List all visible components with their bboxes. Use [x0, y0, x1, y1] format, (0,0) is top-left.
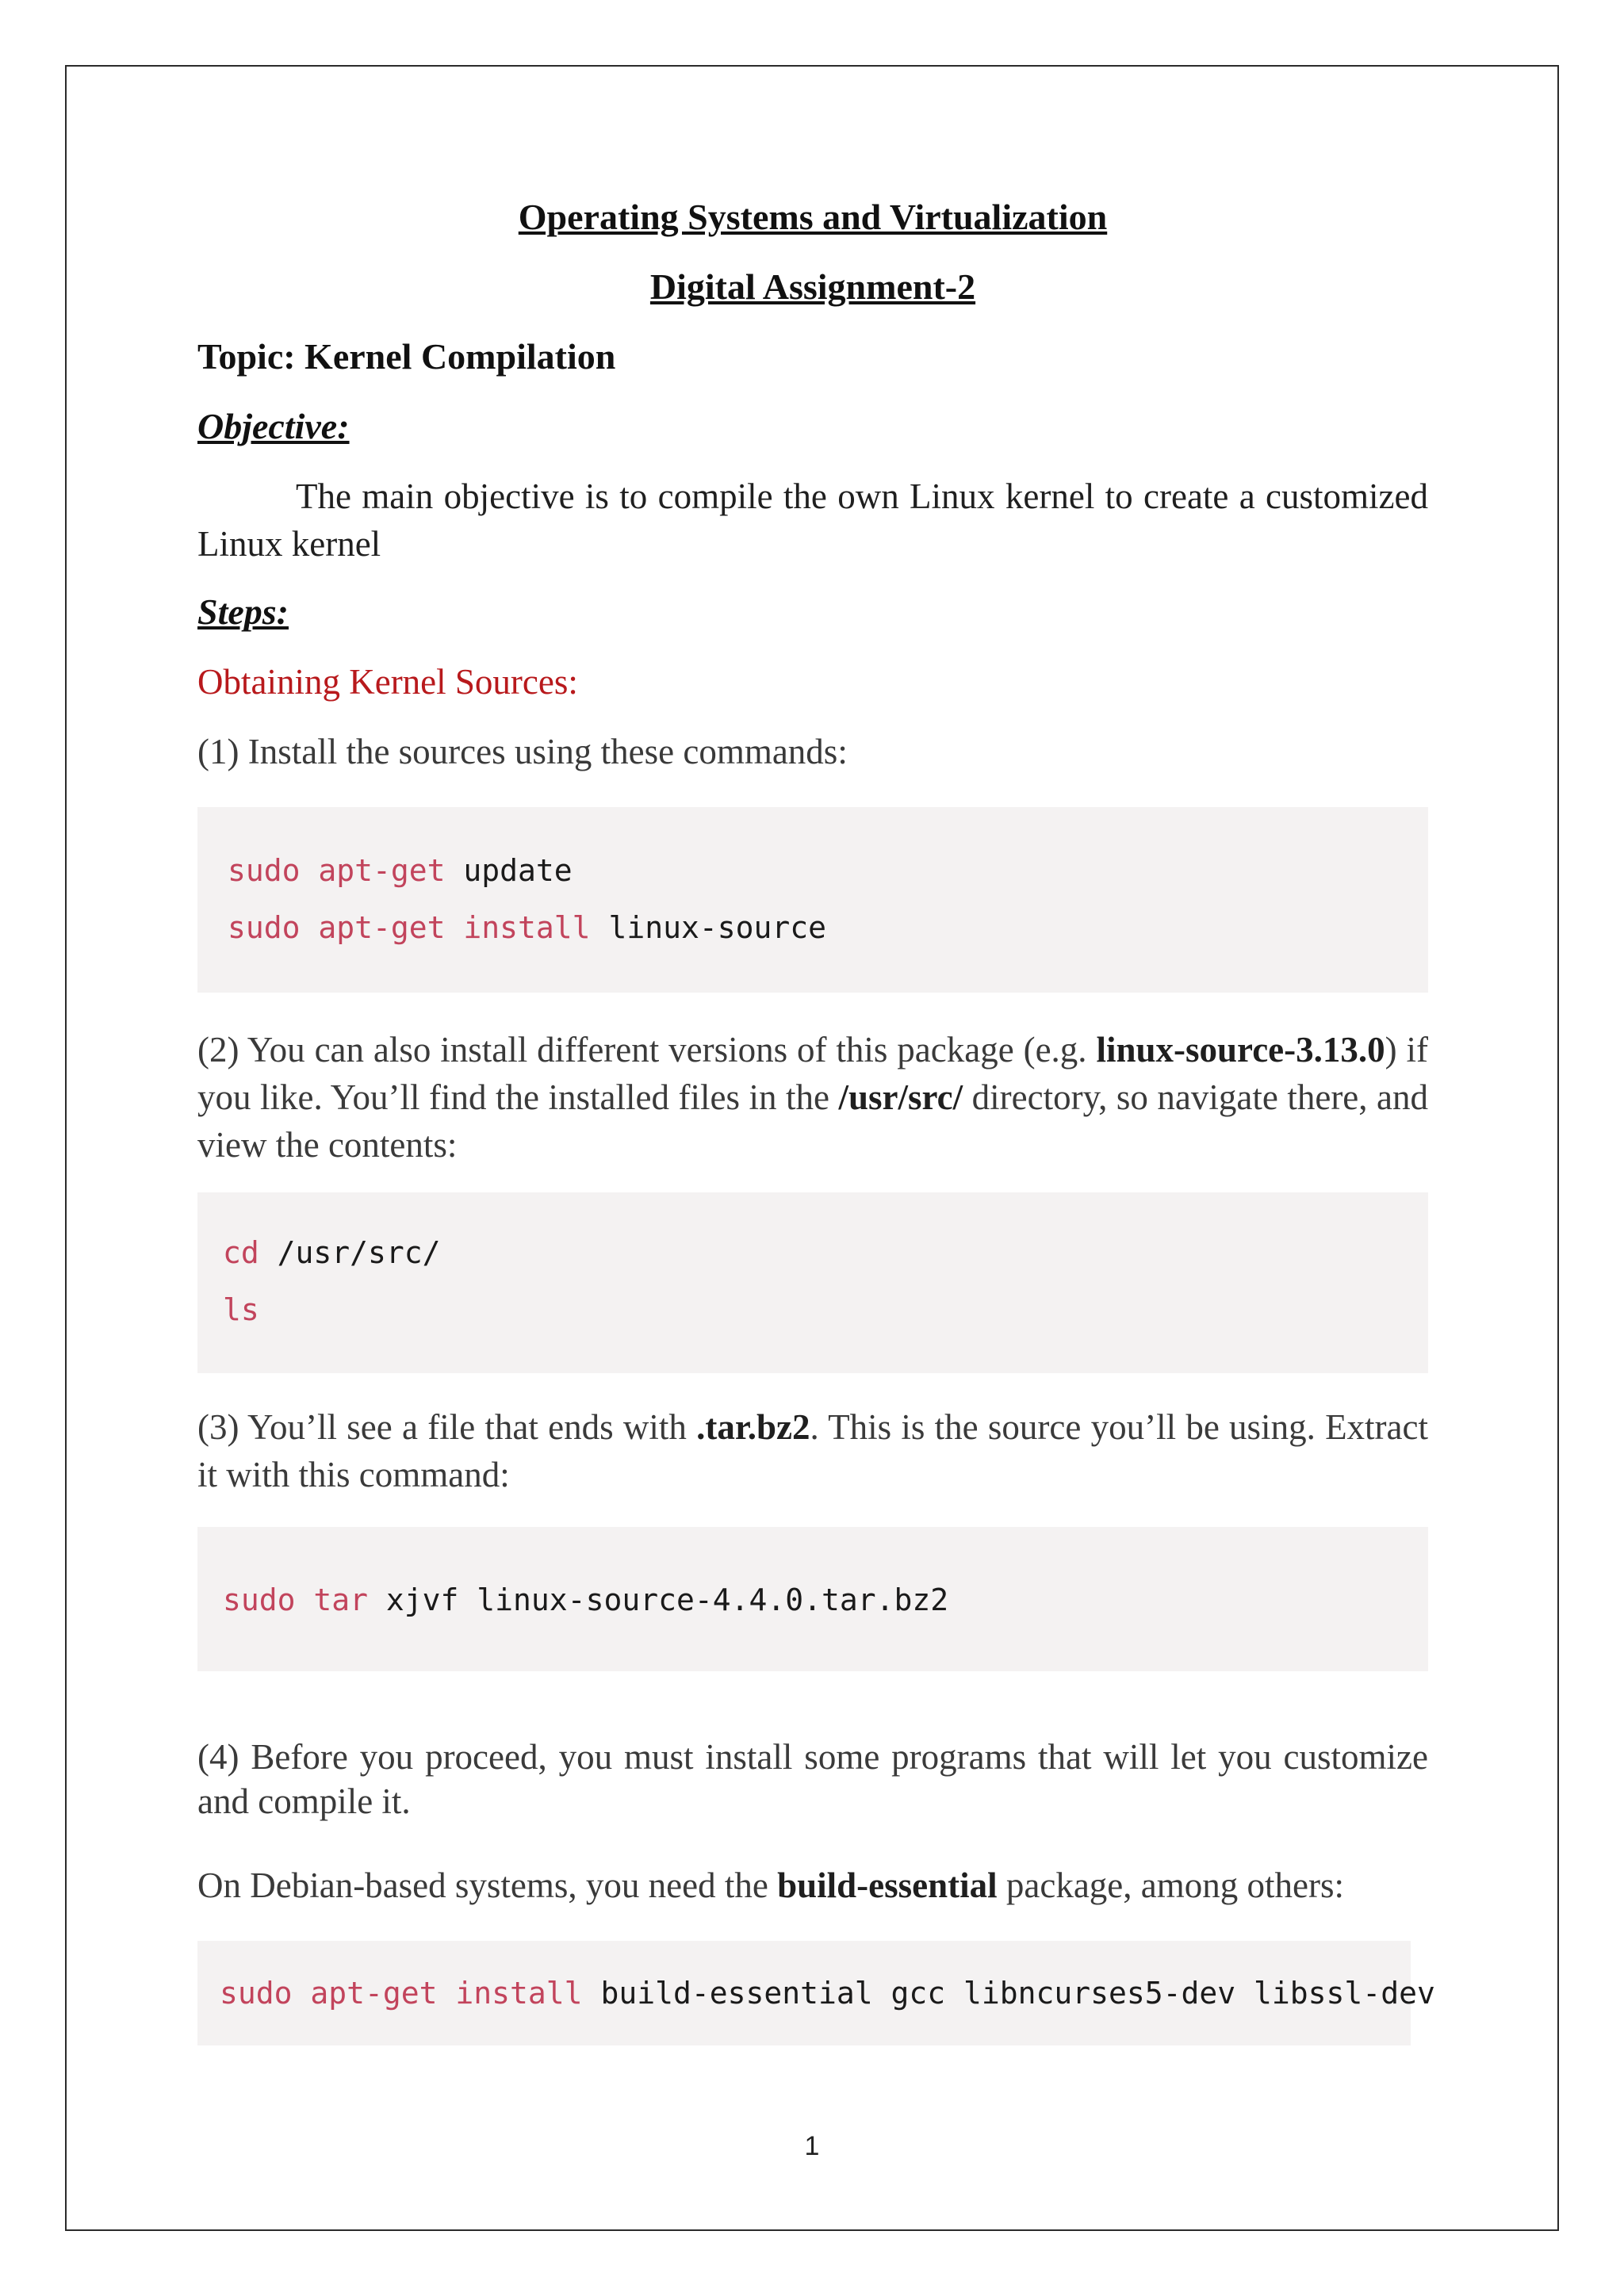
step-2-part: directory, so navigate there, and view the contents: — [197, 1077, 1429, 1165]
document-body — [197, 182, 1435, 2045]
package-name: linux-source-3.13.0 — [1096, 1030, 1385, 1070]
document-subtitle: Digital Assignment-2 — [649, 266, 976, 307]
objective-text: The main objective is to compile the own Linux kernel to create a customized Linux kernel — [197, 476, 1428, 564]
debian-note — [197, 1862, 1428, 1909]
step-3-text — [197, 1403, 1428, 1498]
code-command: ls — [223, 1292, 259, 1327]
code-argument: /usr/src/ — [277, 1235, 441, 1270]
step-4-text: (4) Before you proceed, you must install some programs that will let you customize and compile it. — [197, 1737, 1428, 1821]
code-line — [228, 842, 1428, 899]
code-argument: xjvf linux-source-4.4.0.tar.bz2 — [385, 1582, 949, 1617]
code-command: cd — [223, 1235, 278, 1270]
step-1-text: (1) Install the sources using these commands: — [197, 732, 848, 771]
code-line — [223, 1571, 1428, 1628]
code-command: sudo apt-get install — [228, 910, 609, 945]
code-line — [228, 899, 1428, 956]
debian-note-part: package, among others: — [997, 1866, 1344, 1905]
code-block-2 — [197, 1192, 1428, 1373]
objective-heading: Objective: — [197, 406, 350, 446]
code-command: sudo apt-get — [228, 853, 464, 888]
code-command: sudo tar — [223, 1582, 386, 1617]
step-3-part: . This is the source you’ll be using. Extract it with this command: — [197, 1407, 1428, 1494]
document-title: Operating Systems and Virtualization — [518, 197, 1108, 237]
file-extension: .tar.bz2 — [696, 1407, 810, 1447]
code-command: sudo apt-get install — [220, 1976, 601, 2011]
step-3-part: (3) You’ll see a file that ends with — [197, 1407, 697, 1447]
subsection-heading: Obtaining Kernel Sources: — [197, 662, 578, 702]
code-line — [223, 1224, 1428, 1281]
topic-line: Topic: Kernel Compilation — [197, 336, 616, 377]
code-block-1 — [197, 807, 1428, 993]
package-name: build-essential — [777, 1866, 998, 1905]
code-argument: build-essential gcc libncurses5-dev libssl-dev — [600, 1976, 1435, 2011]
code-line — [223, 1281, 1428, 1338]
steps-heading: Steps: — [197, 591, 289, 632]
code-argument: linux-source — [608, 910, 826, 945]
page-number: 1 — [804, 2131, 820, 2161]
code-block-3 — [197, 1527, 1428, 1671]
directory-name: /usr/src/ — [838, 1077, 963, 1117]
code-line — [220, 1965, 1435, 2022]
step-2-part: (2) You can also install different versions of this package (e.g. — [197, 1030, 1097, 1070]
debian-note-part: On Debian-based systems, you need the — [197, 1866, 778, 1905]
code-argument: update — [463, 853, 573, 888]
code-block-4 — [197, 1941, 1435, 2045]
step-2-part: ) if you like. You’ll find the installed files in the — [197, 1030, 1429, 1117]
step-2-text — [197, 1026, 1428, 1169]
